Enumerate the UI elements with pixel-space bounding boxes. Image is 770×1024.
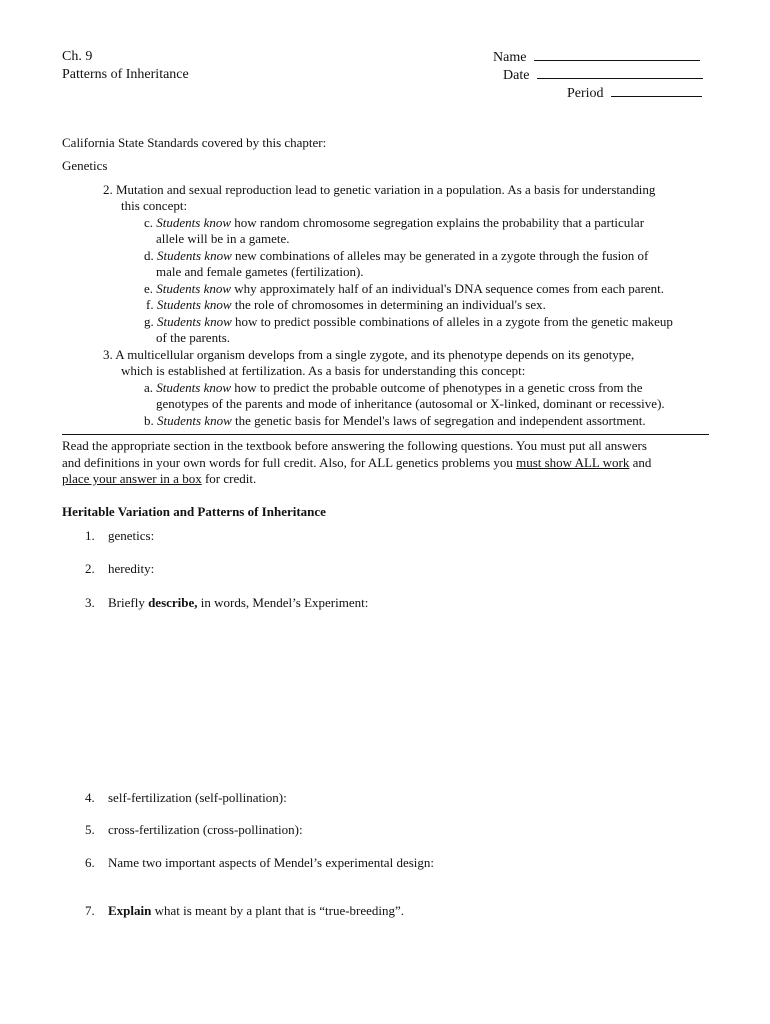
period-field <box>567 84 702 102</box>
date-label: Date <box>503 68 530 83</box>
standard-2-line-2: this concept: <box>121 198 188 213</box>
standard-2c-cont: allele will be in a gamete. <box>156 231 290 246</box>
standard-3-line-1: 3. A multicellular organism develops from a single zygote, and its phenotype depends on its genotype, <box>103 347 635 362</box>
standard-3-line-2: which is established at fertilization. As a basis for understanding this concept: <box>121 363 526 378</box>
standard-2e: e. Students know why approximately half of an individual's DNA sequence comes from each parent. <box>144 281 665 296</box>
standard-2-line-1: 2. Mutation and sexual reproduction lead to genetic variation in a population. As a basis for understanding <box>103 182 656 197</box>
standard-2g-cont: of the parents. <box>156 330 231 345</box>
section-title: Heritable Variation and Patterns of Inheritance <box>62 504 326 519</box>
standard-3a-cont: genotypes of the parents and mode of inheritance (autosomal or X-linked, dominant or recessive). <box>156 396 665 411</box>
divider-rule <box>62 434 709 435</box>
instructions-line-3: place your answer in a box for credit. <box>62 471 257 486</box>
standard-3b: b. Students know the genetic basis for Mendel's laws of segregation and independent assortment. <box>144 413 646 428</box>
date-blank <box>537 66 703 79</box>
standard-2d: d. Students know new combinations of alleles may be generated in a zygote through the fusion of <box>144 248 649 263</box>
standard-2d-cont: male and female gametes (fertilization). <box>156 264 364 279</box>
question-3: 3. Briefly describe, in words, Mendel’s Experiment: <box>85 595 369 610</box>
name-label: Name <box>493 50 527 65</box>
answer-box-emphasis: place your answer in a box <box>62 471 202 486</box>
instructions-line-1: Read the appropriate section in the textbook before answering the following questions. You must put all answers <box>62 438 647 453</box>
chapter-number: Ch. 9 <box>62 49 93 64</box>
question-1: 1. genetics: <box>85 528 155 543</box>
question-7: 7. Explain what is meant by a plant that is “true-breeding”. <box>85 903 405 918</box>
standards-subject: Genetics <box>62 158 108 173</box>
instructions-line-2: and definitions in your own words for full credit. Also, for ALL genetics problems you must show ALL work and <box>62 455 652 470</box>
date-field <box>503 66 703 84</box>
question-6: 6. Name two important aspects of Mendel’s experimental design: <box>85 855 434 870</box>
standard-2c: c. Students know how random chromosome segregation explains the probability that a particular <box>144 215 645 230</box>
chapter-title: Patterns of Inheritance <box>62 67 189 82</box>
standards-intro: California State Standards covered by this chapter: <box>62 135 327 150</box>
standard-2g: g. Students know how to predict possible combinations of alleles in a zygote from the genetic makeup <box>144 314 673 329</box>
period-label: Period <box>567 86 604 101</box>
name-field <box>493 48 700 66</box>
question-5: 5. cross-fertilization (cross-pollination): <box>85 822 303 837</box>
question-4: 4. self-fertilization (self-pollination): <box>85 790 287 805</box>
standard-2f: f. Students know the role of chromosomes in determining an individual's sex. <box>146 297 546 312</box>
standard-3a: a. Students know how to predict the probable outcome of phenotypes in a genetic cross from the <box>144 380 643 395</box>
period-blank <box>611 84 702 97</box>
name-blank <box>534 48 700 61</box>
question-2: 2. heredity: <box>85 561 155 576</box>
must-show-work-emphasis: must show ALL work <box>516 455 630 470</box>
